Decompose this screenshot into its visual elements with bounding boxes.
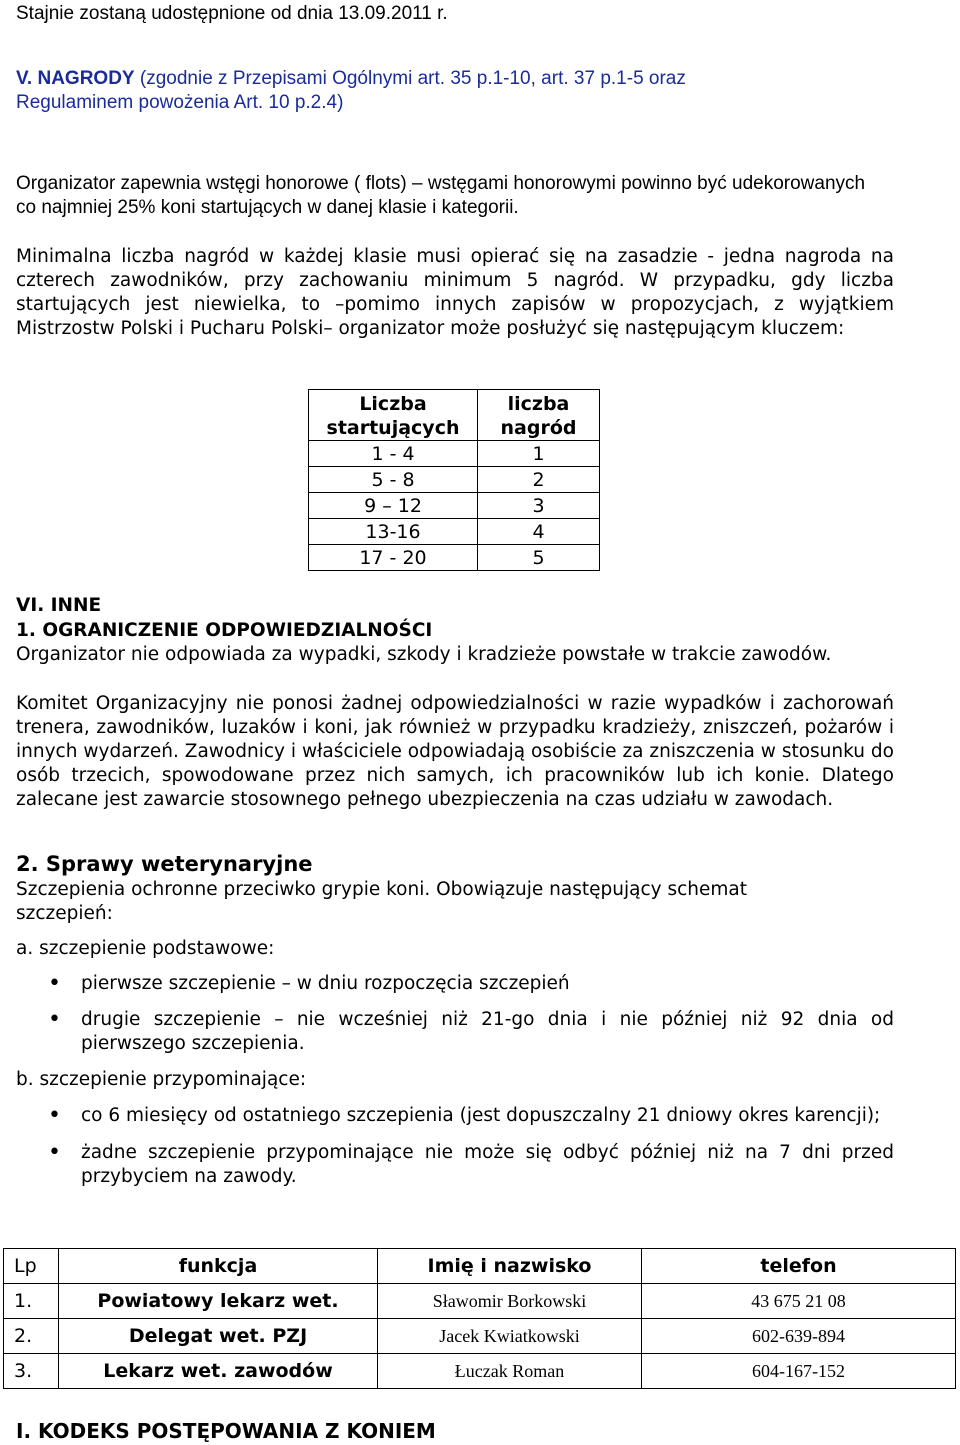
table-row	[309, 519, 600, 545]
lp-cell: 3.	[4, 1354, 59, 1389]
starters-cell: 1 - 4	[309, 441, 478, 467]
liability-heading: 1. OGRANICZENIE ODPOWIEDZIALNOŚCI	[16, 620, 433, 641]
function-cell: Delegat wet. PZJ	[59, 1319, 378, 1354]
prizes-cell: 4	[478, 519, 600, 545]
starters-cell: 13-16	[309, 519, 478, 545]
name-cell: Łuczak Roman	[378, 1354, 642, 1389]
header-starters: Liczba startujących	[309, 390, 478, 441]
starters-cell: 5 - 8	[309, 467, 478, 493]
list-item: • żadne szczepienie przypominające nie może się odbyć później niż na 7 dni przed przybyciem na zawody.	[16, 1141, 894, 1189]
prize-table-header	[309, 390, 600, 441]
section-v-paragraph-2: Minimalna liczba nagród w każdej klasie musi opierać się na zasadzie - jedna nagroda na czterech zawodników, przy zachowaniu minimum 5 nagród. W przypadku, gdy liczba startujących jest niewielka, to –pomimo innych zapisów w propozycjach, z wyjątkiem Mistrzostw Polski i Pucharu Polski– organizator może posłużyć się następującym kluczem:	[16, 246, 894, 339]
header-lp: Lp	[4, 1249, 59, 1284]
prizes-cell: 2	[478, 467, 600, 493]
intro-line: Stajnie zostaną udostępnione od dnia 13.09.2011 r.	[16, 3, 448, 24]
prizes-cell: 5	[478, 545, 600, 571]
header-phone: telefon	[642, 1249, 956, 1284]
lp-cell: 2.	[4, 1319, 59, 1354]
list-item: • drugie szczepienie – nie wcześniej niż 21-go dnia i nie później niż 92 dnia od pierwszego szczepienia.	[16, 1008, 894, 1056]
header-name: Imię i nazwisko	[378, 1249, 642, 1284]
section-vi-heading: VI. INNE	[16, 595, 102, 616]
name-cell: Sławomir Borkowski	[378, 1284, 642, 1319]
header-prizes: liczba nagród	[478, 390, 600, 441]
prize-key-table	[308, 389, 600, 571]
phone-cell: 604-167-152	[642, 1354, 956, 1389]
starters-cell: 9 – 12	[309, 493, 478, 519]
section-v-reference-2: Regulaminem powożenia Art. 10 p.2.4)	[16, 92, 344, 113]
function-cell: Powiatowy lekarz wet.	[59, 1284, 378, 1319]
table-row	[309, 493, 600, 519]
phone-cell: 43 675 21 08	[642, 1284, 956, 1319]
part-a-label: a. szczepienie podstawowe:	[16, 938, 275, 959]
table-row	[4, 1284, 956, 1319]
section-v-heading	[16, 67, 894, 115]
veterinary-heading: 2. Sprawy weterynaryjne	[16, 852, 313, 876]
table-row	[309, 467, 600, 493]
liability-paragraph-1: Organizator nie odpowiada za wypadki, szkody i kradzieże powstałe w trakcie zawodów.	[16, 644, 832, 665]
vet-contacts-table	[3, 1248, 956, 1389]
table-row	[4, 1354, 956, 1389]
list-item: • co 6 miesięcy od ostatniego szczepienia (jest dopuszczalny 21 dniowy okres karencji);	[16, 1104, 894, 1128]
veterinary-paragraph: Szczepienia ochronne przeciwko grypie koni. Obowiązuje następujący schemat szczepień:	[16, 879, 747, 924]
table-row	[4, 1319, 956, 1354]
section-v-title: V. NAGRODY	[16, 68, 135, 89]
starters-cell: 17 - 20	[309, 545, 478, 571]
section-v-paragraph-1: Organizator zapewnia wstęgi honorowe ( flots) – wstęgami honorowymi powinno być udekorowanych co najmniej 25% koni startujących w danej klasie i kategorii.	[16, 173, 866, 218]
table-row	[309, 545, 600, 571]
section-v-reference-1: (zgodnie z Przepisami Ogólnymi art. 35 p.1-10, art. 37 p.1-5 oraz	[134, 68, 686, 89]
function-cell: Lekarz wet. zawodów	[59, 1354, 378, 1389]
prizes-cell: 3	[478, 493, 600, 519]
footer-heading: I. KODEKS POSTĘPOWANIA Z KONIEM	[16, 1419, 436, 1443]
header-function: funkcja	[59, 1249, 378, 1284]
table-row	[309, 441, 600, 467]
part-a-list	[16, 972, 894, 1056]
liability-paragraph-2: Komitet Organizacyjny nie ponosi żadnej odpowiedzialności w razie wypadków i zachorowań trenera, zawodników, luzaków i koni, jak również w przypadku kradzieży, zniszczeń, pożarów i innych wydarzeń. Zawodnicy i właściciele odpowiadają osobiście za zniszczenia w stosunku do osób trzecich, spowodowane przez nich samych, ich pracowników lub ich konie. Dlatego zalecane jest zawarcie stosownego pełnego ubezpieczenia na czas udziału w zawodach.	[16, 693, 894, 810]
prizes-cell: 1	[478, 441, 600, 467]
list-item: • pierwsze szczepienie – w dniu rozpoczęcia szczepień	[16, 972, 894, 996]
part-b-list	[16, 1104, 894, 1189]
name-cell: Jacek Kwiatkowski	[378, 1319, 642, 1354]
vet-table-header	[4, 1249, 956, 1284]
lp-cell: 1.	[4, 1284, 59, 1319]
part-b-label: b. szczepienie przypominające:	[16, 1069, 307, 1090]
phone-cell: 602-639-894	[642, 1319, 956, 1354]
